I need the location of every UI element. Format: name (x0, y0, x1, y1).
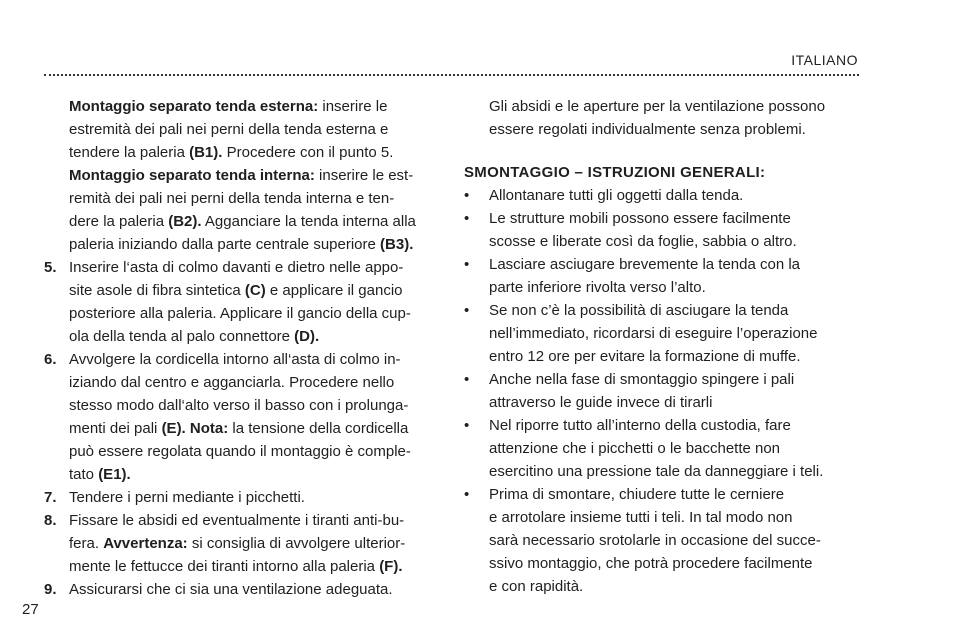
language-label: ITALIANO (791, 52, 858, 68)
text-line (44, 440, 442, 463)
text-line (44, 532, 442, 555)
text-line (44, 279, 442, 302)
text-span: mente le fettucce dei tiranti intorno alla paleria (69, 558, 380, 575)
bullet-text: Lasciare asciugare brevemente la tenda con la (489, 256, 801, 273)
text-line (44, 463, 442, 486)
bullet-continuation (464, 460, 860, 483)
text-span: fera. (69, 535, 104, 552)
text-line (44, 348, 442, 371)
text-span: la tensione della cordicella (228, 420, 409, 437)
bullet-continuation (464, 437, 860, 460)
text-line (44, 371, 442, 394)
bullet-text: Se non c’è la possibilità di asciugare la tenda (489, 302, 789, 319)
bullet-text: entro 12 ore per evitare la formazione di muffe. (489, 348, 801, 365)
text-line (44, 555, 442, 578)
text-span: Tendere i perni mediante i picchetti. (69, 489, 305, 506)
bullet-item (464, 483, 860, 506)
bold-text: (B3). (380, 236, 414, 253)
text-line (44, 325, 442, 348)
bullet-icon: • (464, 302, 470, 319)
bullet-text: scosse e liberate così da foglie, sabbia o altro. (489, 233, 797, 250)
bullet-icon: • (464, 371, 470, 388)
text-line (44, 187, 442, 210)
bold-text: Montaggio separato tenda esterna: (69, 98, 319, 115)
bullet-continuation (464, 391, 860, 414)
text-line (44, 256, 442, 279)
text-line (44, 233, 442, 256)
bold-text: (B2). (168, 213, 202, 230)
text-span: inserire le (318, 98, 388, 115)
text-span: posteriore alla paleria. Applicare il gancio della cup- (69, 305, 411, 322)
bullet-item (464, 207, 860, 230)
text-line (44, 164, 442, 187)
text-span: Procedere con il punto 5. (222, 144, 394, 161)
text-span: Fissare le absidi ed eventualmente i tiranti anti-bu- (69, 512, 405, 529)
bullet-text: Anche nella fase di smontaggio spingere i pali (489, 371, 795, 388)
text-span: Inserire l‘asta di colmo davanti e dietro nelle appo- (69, 259, 404, 276)
text-line (44, 118, 442, 141)
bullet-item (464, 414, 860, 437)
bullet-icon: • (464, 210, 470, 227)
text-line (44, 486, 442, 509)
bold-text: (F). (379, 558, 403, 575)
bold-text: (C) (244, 282, 266, 299)
bullet-continuation (464, 276, 860, 299)
text-span: ola della tenda al palo connettore (69, 328, 295, 345)
dotted-divider (44, 74, 859, 76)
text-span: può essere regolata quando il montaggio è comple- (69, 443, 411, 460)
bullet-icon: • (464, 187, 470, 204)
text-span: stesso modo dall‘alto verso il basso con i prolunga- (69, 397, 409, 414)
text-line (44, 417, 442, 440)
step-number: 5. (44, 259, 57, 276)
bullet-item (464, 253, 860, 276)
bullet-icon: • (464, 417, 470, 434)
text-line (44, 394, 442, 417)
bullet-icon: • (464, 486, 470, 503)
bullet-text: sarà necessario srotolarle in occasione del succe- (489, 532, 821, 549)
text-line (44, 302, 442, 325)
text-span: tendere la paleria (69, 144, 190, 161)
text-span: e applicare il gancio (265, 282, 403, 299)
text-line (44, 509, 442, 532)
text-line (44, 210, 442, 233)
text-line (44, 95, 442, 118)
bullet-icon: • (464, 256, 470, 273)
intro-line: essere regolati individualmente senza problemi. (489, 121, 806, 138)
bullet-text: e con rapidità. (489, 578, 584, 595)
bold-text: (E). Nota: (161, 420, 229, 437)
bullet-item (464, 299, 860, 322)
bullet-text: Prima di smontare, chiudere tutte le cerniere (489, 486, 785, 503)
text-span: Avvolgere la cordicella intorno all‘asta di colmo in- (69, 351, 401, 368)
left-column (44, 95, 442, 601)
step-number: 6. (44, 351, 57, 368)
bullet-text: Le strutture mobili possono essere facilmente (489, 210, 791, 227)
text-span: site asole di fibra sintetica (69, 282, 245, 299)
step-number: 8. (44, 512, 57, 529)
bullet-continuation (464, 506, 860, 529)
text-span: Agganciare la tenda interna alla (201, 213, 416, 230)
text-span: Assicurarsi che ci sia una ventilazione adeguata. (69, 581, 393, 598)
intro-line: Gli absidi e le aperture per la ventilazione possono (489, 98, 826, 115)
bullet-continuation (464, 345, 860, 368)
bullet-continuation (464, 552, 860, 575)
text-span: menti dei pali (69, 420, 162, 437)
text-line (44, 578, 442, 601)
right-column (464, 95, 860, 598)
step-number: 9. (44, 581, 57, 598)
bullet-continuation (464, 230, 860, 253)
text-span: estremità dei pali nei perni della tenda esterna e (69, 121, 389, 138)
text-span: remità dei pali nei perni della tenda interna e ten- (69, 190, 395, 207)
bold-text: (D). (294, 328, 320, 345)
bullet-text: esercitino una pressione tale da danneggiare i teli. (489, 463, 824, 480)
bullet-text: ssivo montaggio, che potrà procedere facilmente (489, 555, 813, 572)
bold-text: Montaggio separato tenda interna: (69, 167, 315, 184)
bullet-item (464, 184, 860, 207)
bullet-text: parte inferiore rivolta verso l’alto. (489, 279, 706, 296)
text-span: tato (69, 466, 99, 483)
text-line (44, 141, 442, 164)
text-span: dere la paleria (69, 213, 169, 230)
text-span: paleria iniziando dalla parte centrale superiore (69, 236, 381, 253)
bullet-continuation (464, 322, 860, 345)
section-heading: SMONTAGGIO – ISTRUZIONI GENERALI: (464, 164, 766, 181)
text-span: si consiglia di avvolgere ulterior- (187, 535, 406, 552)
bullet-text: Nel riporre tutto all’interno della custodia, fare (489, 417, 791, 434)
bullet-text: nell’immediato, ricordarsi di eseguire l’operazione (489, 325, 818, 342)
bullet-text: e arrotolare insieme tutti i teli. In tal modo non (489, 509, 793, 526)
bullet-continuation (464, 529, 860, 552)
bullet-item (464, 368, 860, 391)
bold-text: (E1). (98, 466, 131, 483)
bullet-text: attenzione che i picchetti o le bacchette non (489, 440, 781, 457)
text-span: iziando dal centro e agganciarla. Procedere nello (69, 374, 395, 391)
bullet-text: Allontanare tutti gli oggetti dalla tenda. (489, 187, 744, 204)
page-number: 27 (22, 601, 39, 618)
text-span: inserire le est- (314, 167, 414, 184)
bold-text: Avvertenza: (103, 535, 188, 552)
bullet-continuation (464, 575, 860, 598)
bold-text: (B1). (189, 144, 223, 161)
bullet-text: attraverso le guide invece di tirarli (489, 394, 713, 411)
spacer (464, 141, 860, 161)
step-number: 7. (44, 489, 57, 506)
